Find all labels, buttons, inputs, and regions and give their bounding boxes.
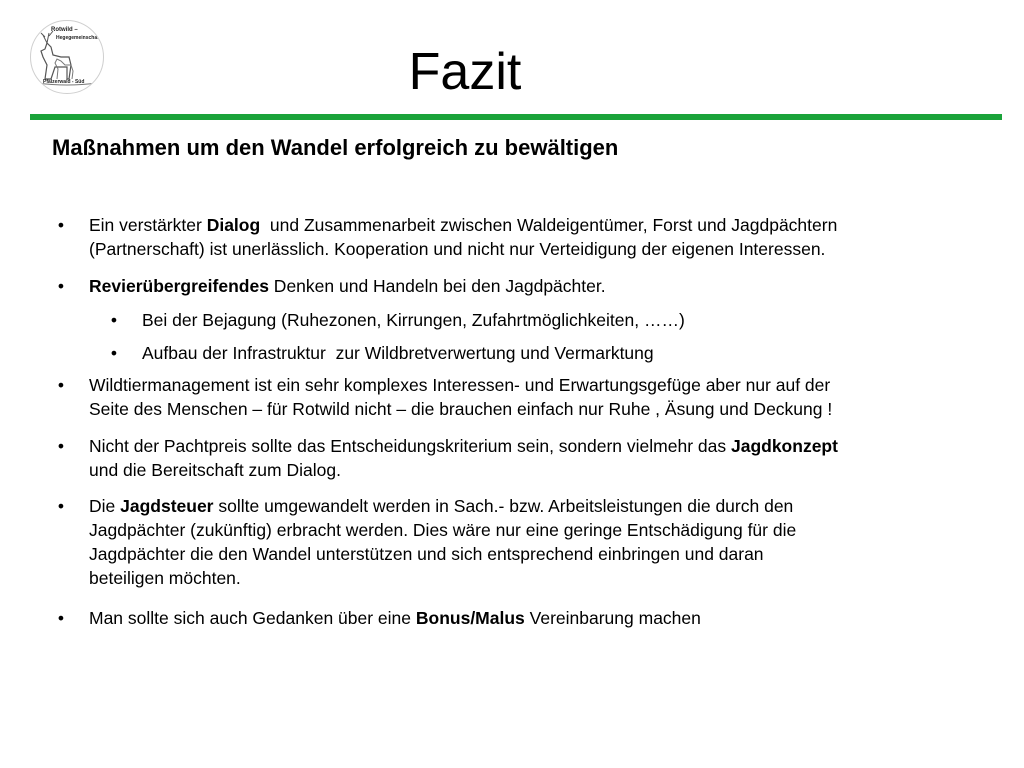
bullet-marker: • <box>57 496 65 516</box>
slide-title: Fazit <box>408 43 522 101</box>
bullet-line <box>89 458 989 482</box>
bullet-line <box>142 341 982 365</box>
bullet-item <box>57 606 989 630</box>
bullet-text: Vereinbarung machen <box>524 608 701 628</box>
bold-term: Bonus/Malus <box>415 608 525 628</box>
bullet-text: beteiligen möchten. <box>89 568 241 588</box>
logo-line-2: Hegegemeinschaft <box>56 35 101 41</box>
bullet-marker: • <box>57 276 65 296</box>
bullet-text: und die Bereitschaft zum Dialog. <box>89 460 341 480</box>
bullet-line <box>89 237 989 261</box>
bullet-text: Jagdpächter (zukünftig) erbracht werden. Dies wäre nur eine geringe Entschädigung für die <box>89 520 797 540</box>
bullet-item <box>57 494 989 590</box>
hegegemeinschaft-logo <box>30 20 104 94</box>
bullet-text: Denken und Handeln bei den Jagdpächter. <box>268 276 606 296</box>
bullet-text: Jagdpächter die den Wandel unterstützen und sich entsprechend einbringen und daran <box>89 544 764 564</box>
bullet-text: und Zusammenarbeit zwischen Waldeigentümer, Forst und Jagdpächtern <box>260 215 838 235</box>
bold-term: Dialog <box>206 215 261 235</box>
bullet-text: Wildtiermanagement ist ein sehr komplexes Interessen- und Erwartungsgefüge aber nur auf der <box>89 375 831 395</box>
bullet-line <box>89 542 989 566</box>
bullet-text: Bei der Bejagung (Ruhezonen, Kirrungen, Zufahrtmöglichkeiten, ……) <box>142 310 685 330</box>
bullet-text: sollte umgewandelt werden in Sach.- bzw. Arbeitsleistungen die durch den <box>213 496 794 516</box>
bullet-marker: • <box>110 343 118 363</box>
title-divider <box>30 114 1002 120</box>
bullet-marker: • <box>57 608 65 628</box>
bullet-text: Seite des Menschen – für Rotwild nicht – die brauchen einfach nur Ruhe , Äsung und Deckung ! <box>89 399 833 419</box>
logo-line-3: Pfälzerwald - Süd <box>43 79 85 85</box>
bullet-item <box>57 434 989 482</box>
bullet-line <box>89 274 989 298</box>
bullet-text: (Partnerschaft) ist unerlässlich. Kooperation und nicht nur Verteidigung der eigenen Interessen. <box>89 239 826 259</box>
bold-term: Revierübergreifendes <box>89 276 269 296</box>
bullet-line <box>89 566 989 590</box>
bullet-item <box>57 213 989 261</box>
slide-subtitle: Maßnahmen um den Wandel erfolgreich zu bewältigen <box>52 135 619 160</box>
bullet-item <box>57 274 989 298</box>
bullet-line <box>89 494 989 518</box>
bullet-marker: • <box>57 436 65 456</box>
sub-bullet-item <box>110 308 982 332</box>
bold-term: Jagdsteuer <box>120 496 214 516</box>
bullet-text: Man sollte sich auch Gedanken über eine <box>89 608 416 628</box>
bullet-text: Nicht der Pachtpreis sollte das Entscheidungskriterium sein, sondern vielmehr das <box>89 436 731 456</box>
bullet-line <box>89 213 989 237</box>
logo-line-1: Rotwild – <box>51 27 78 33</box>
bullet-line <box>89 434 989 458</box>
bullet-marker: • <box>57 375 65 395</box>
bullet-text: Ein verstärkter <box>89 215 207 235</box>
bullet-line <box>89 518 989 542</box>
bullet-line <box>142 308 982 332</box>
bullet-line <box>89 373 989 397</box>
bullet-line <box>89 397 989 421</box>
bullet-marker: • <box>110 310 118 330</box>
sub-bullet-item <box>110 341 982 365</box>
bullet-line <box>89 606 989 630</box>
bullet-text: Die <box>89 496 121 516</box>
bullet-text: Aufbau der Infrastruktur zur Wildbretverwertung und Vermarktung <box>142 343 654 363</box>
bold-term: Jagdkonzept <box>730 436 838 456</box>
bullet-marker: • <box>57 215 65 235</box>
bullet-item <box>57 373 989 421</box>
